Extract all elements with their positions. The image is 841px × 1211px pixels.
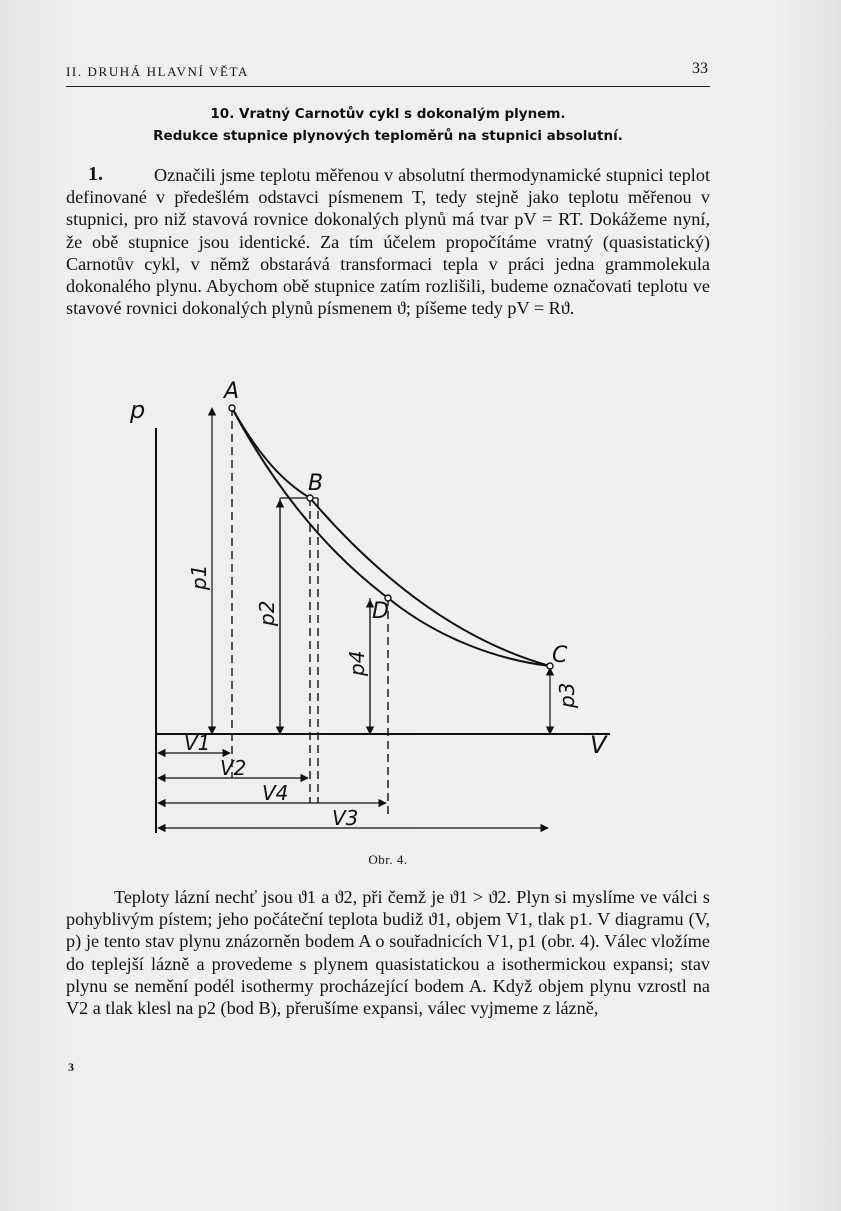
axis-v-label: V [590,731,607,759]
paragraph-2: Teploty lázní nechť jsou ϑ1 a ϑ2, při čemž je ϑ1 > ϑ2. Plyn si myslíme ve válci s pohyblivým pístem; jeho počáteční teplota budiž ϑ1, objem V1, tlak p1. V diagramu (V, p) je tento stav plynu znázorněn bodem A o souřadnicích V1, p1 (obr. 4). Válec vložíme do teplejší lázně a provedeme s plynem quasistatickou a isothermickou expansi; stav plynu se nemění podél isothermy procházející bodem A. Když objem plynu vzrostl na V2 a tlak klesl na p2 (bod B), přerušíme expansi, válec vyjmeme z lázně, [66,887,710,1019]
isotherm-hot-curve [232,408,310,498]
point-a-label: A [224,379,240,404]
v2-label: V2 [220,756,247,780]
signature-mark: 3 [68,1060,74,1074]
p2-label: p2 [255,600,279,626]
v4-label: V4 [262,781,289,805]
point-a-marker [229,405,235,411]
v3-label: V3 [332,806,359,830]
carnot-cycle-diagram [120,378,620,848]
section-title-line2: Redukce stupnice plynových teploměrů na stupnici absolutní. [153,128,623,144]
section-title-line1: 10. Vratný Carnotův cykl s dokonalým plynem. [210,106,566,122]
point-c-label: C [552,643,568,668]
paragraph-number: 1. [88,163,103,185]
paragraph-1: Označili jsme teplotu měřenou v absolutní thermodynamické stupnici teplot definované v předešlém odstavci písmenem T, tedy stejně jako teplotu měřenou v stupnici, pro niž stavová rovnice dokonalých plynů má tvar pV = RT. Dokážeme nyní, že obě stupnice jsou identické. Za tím účelem propočítáme vratný (quasistatický) Carnotův cykl, v němž obstarává transformaci tepla v práci jedna grammolekula dokonalého plynu. Abychom obě stupnice zatím rozlišili, budeme označovati teplotu ve stavové rovnici dokonalých plynů písmenem ϑ; píšeme tedy pV = Rϑ. [66,165,710,319]
p3-label: p3 [555,682,579,708]
adiabat-bc-curve [310,498,550,666]
point-b-label: B [308,471,324,496]
running-header [66,60,710,87]
axis-p-label: p [130,396,146,424]
v1-label: V1 [184,731,211,755]
figure-caption: Obr. 4. [368,852,408,867]
p1-label: p1 [187,564,211,590]
p4-label: p4 [345,650,369,676]
point-d-label: D [372,599,389,624]
chapter-title: II. DRUHÁ HLAVNÍ VĚTA [66,64,250,79]
page-number: 33 [692,60,708,77]
